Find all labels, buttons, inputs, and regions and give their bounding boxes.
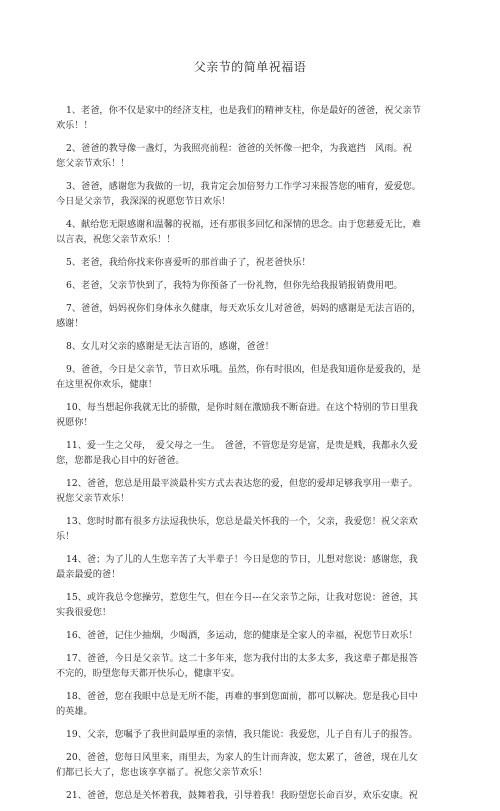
list-item-line: 2、爸爸的教导像一盏灯，为我照亮前程：爸爸的关怀像一把伞，为我遮挡 风雨。祝 xyxy=(66,143,412,154)
document-title: 父亲节的简单祝福语 xyxy=(193,60,307,74)
list-item-line: 1、老爸，你不仅是家中的经济支柱，也是我们的精神支柱，你是最好的爸爸，祝父亲节 xyxy=(66,105,421,116)
list-item xyxy=(56,628,444,643)
list-item-line: 感谢！ xyxy=(56,318,84,329)
list-item-line: 的英雄。 xyxy=(56,706,93,717)
list-item-line: 15、或许我总令您操劳，惹您生气，但在今日---在父亲节之际，让我对您说：爸爸，其 xyxy=(66,592,418,603)
list-item-line: 今日是父亲节，我深深的祝愿您节日欢乐！ xyxy=(56,196,231,207)
list-item xyxy=(56,255,444,270)
list-item xyxy=(56,400,444,430)
list-item xyxy=(56,179,444,209)
list-item-line: 19、父亲，您嘱予了我世间最厚重的亲情，我只能说：我爱您，儿子自有儿子的报答。 xyxy=(66,729,418,740)
list-item-line: 18、爸爸，您在我眼中总是无所不能，再难的事到您面前，都可以解决。您是我心目中 xyxy=(66,691,418,702)
list-item-line: 最亲最爱的爸！ xyxy=(56,569,121,580)
list-item-line: 9、爸爸，今日是父亲节，节日欢乐哦。虽然，你有时很凶，但是我知道你是爱我的，是 xyxy=(66,364,421,375)
list-item-line: 欢乐！！ xyxy=(56,120,93,131)
list-item-line: 您父亲节欢乐！！ xyxy=(56,158,130,169)
list-item xyxy=(56,476,444,506)
list-item-line: 7、爸爸，妈妈祝你们身体永久健康，每天欢乐女儿对爸爸，妈妈的感谢是无法言语的， xyxy=(66,303,421,314)
list-item xyxy=(56,750,444,780)
list-item xyxy=(56,552,444,582)
list-item xyxy=(56,788,444,803)
list-item xyxy=(56,301,444,331)
list-item xyxy=(56,362,444,392)
list-item-line: 21、爸爸，您总是关怀着我，鼓舞着我，引导着我！我盼望您长命百岁，欢乐安康。祝 xyxy=(66,790,418,801)
list-item-line: 20、爸爸，您每日风里来，雨里去，为家人的生计而奔波，您太累了，爸爸，现在儿女 xyxy=(66,752,418,763)
list-item xyxy=(56,217,444,247)
list-item-line: 祝您父亲节欢乐！ xyxy=(56,493,130,504)
list-item xyxy=(56,651,444,681)
list-item-line: 3、爸爸，感谢您为我做的一切，我肯定会加倍努力工作学习来报答您的哺育，爱爱您。 xyxy=(66,181,421,192)
list-item-line: 您，您都是我心目中的好爸爸。 xyxy=(56,455,185,466)
list-item-line: 8、女儿对父亲的感谢是无法言语的，感谢，爸爸！ xyxy=(66,341,274,352)
list-item xyxy=(56,514,444,544)
list-item-line: 13、您时时都有很多方法逗我快乐，您总是最关怀我的一个，父亲，我爱您！祝父亲欢 xyxy=(66,516,418,527)
list-item-line: 4、献给您无限感谢和温馨的祝福，还有那很多回忆和深情的思念。由于您慈爱无比，难 xyxy=(66,219,421,230)
list-item-line: 们都已长大了，您也该享享福了。祝您父亲节欢乐！ xyxy=(56,767,268,778)
wish-list xyxy=(56,103,444,811)
list-item xyxy=(56,590,444,620)
list-item-line: 以言表，祝您父亲节欢乐！！ xyxy=(56,234,176,245)
list-item-line: 5、老爸，我给你找来你喜爱听的那首曲子了，祝老爸快乐！ xyxy=(66,257,311,268)
list-item-line: 祝愿你！ xyxy=(56,417,93,428)
list-item xyxy=(56,339,444,354)
list-item-line: 乐！ xyxy=(56,531,75,542)
list-item-line: 11、爱一生之父母， 爱父母之一生。 爸爸，不管您是穷是富，是贵是贱，我都永久爱 xyxy=(66,440,418,451)
list-item xyxy=(56,727,444,742)
list-item-line: 在这里祝你欢乐，健康！ xyxy=(56,379,158,390)
list-item-line: 不完的，盼望您每天都开快乐心，健康平安。 xyxy=(56,668,240,679)
list-item-line: 16、爸爸，记住少抽烟，少喝酒，多运动，您的健康是全家人的幸福，祝您节日欢乐！ xyxy=(66,630,418,641)
list-item xyxy=(56,689,444,719)
list-item-line: 14、爸；为了儿的人生您辛苦了大半辈子！今日是您的节日，儿想对您说：感谢您，我 xyxy=(66,554,418,565)
list-item xyxy=(56,103,444,133)
list-item-line: 17、爸爸，今日是父亲节。这二十多年来，您为我付出的太多太多，我这辈子都是报答 xyxy=(66,653,418,664)
list-item-line: 12、爸爸，您总是用最平淡最朴实方式去表达您的爱，但您的爱却足够我享用一辈子。 xyxy=(66,478,418,489)
list-item-line: 实我很爱您！ xyxy=(56,607,112,618)
list-item xyxy=(56,438,444,468)
list-item-line: 6、老爸，父亲节快到了，我特为你预备了一份礼物，但你先给我报销报销费用吧。 xyxy=(66,280,403,291)
list-item xyxy=(56,278,444,293)
list-item xyxy=(56,141,444,171)
list-item-line: 10、每当想起你我就无比的骄傲，是你时刻在激励我不断奋进。在这个特别的节日里我 xyxy=(66,402,418,413)
